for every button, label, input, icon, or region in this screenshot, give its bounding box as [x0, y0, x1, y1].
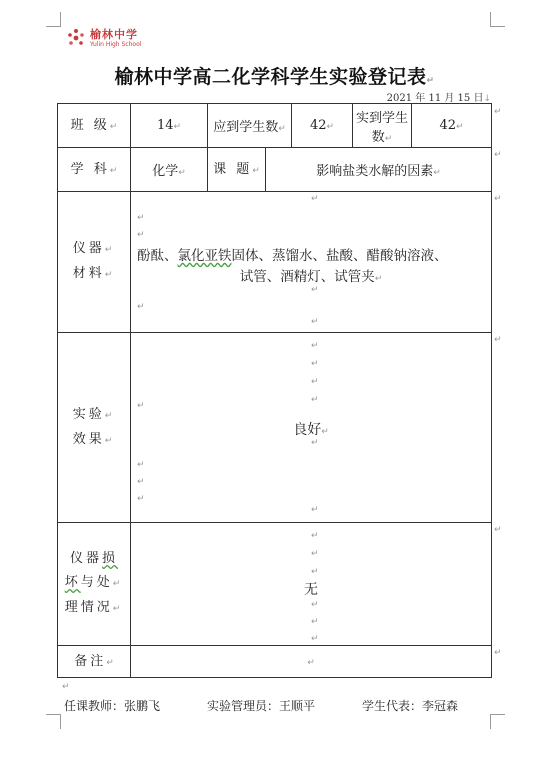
page-title: 榆林中学高二化学科学生实验登记表↵ — [114, 66, 435, 88]
experiment-register-table — [57, 103, 492, 678]
table-row-damage — [58, 523, 492, 646]
row-end-mark: ↵ — [494, 525, 502, 535]
damage-label-line-2: 坏与处↵ — [64, 575, 124, 590]
table-row-remarks — [58, 646, 492, 678]
effect-value-cell: ↵ ↵ ↵ ↵ ↵ 良好↵ ↵ ↵ ↵ ↵ ↵ — [131, 333, 492, 523]
equipment-label-line-1: 仪器↵ — [72, 241, 116, 256]
remarks-value-cell: ↵ — [131, 646, 492, 678]
row-end-mark: ↵ — [494, 335, 502, 345]
effect-label-line-2: 效果↵ — [72, 431, 116, 447]
effect-value: 良好↵ — [293, 422, 329, 438]
equipment-line-2: 试管、酒精灯、试管夹↵ — [239, 269, 383, 285]
class-value-cell: 14↵ — [131, 104, 208, 148]
row-end-mark: ↵ — [494, 648, 502, 658]
crop-mark-bottom-right — [490, 714, 505, 729]
row-end-mark: ↵ — [494, 107, 502, 117]
student-representative: 学生代表：李冠森 — [362, 699, 459, 713]
equipment-label-line-2: 材料↵ — [72, 266, 116, 281]
table-row-subject — [58, 148, 492, 192]
logo-english-name: Yulin High School — [90, 40, 142, 48]
damage-value: 无 — [304, 582, 318, 598]
class-label-cell: 班 级↵ — [58, 104, 131, 148]
table-row-effect — [58, 333, 492, 523]
expected-students-value-cell: 42↵ — [292, 104, 353, 148]
equipment-label-cell — [58, 192, 131, 333]
effect-label-cell — [58, 333, 131, 523]
crop-mark-bottom-left — [46, 714, 61, 729]
lab-manager-signature: 实验管理员：王顺平 — [207, 699, 316, 713]
row-end-mark: ↵ — [494, 194, 502, 204]
table-row-equipment — [58, 192, 492, 333]
damage-label-cell — [58, 523, 131, 646]
equipment-value-cell: ↵ ↵ ↵ 酚酞、氯化亚铁固体、蒸馏水、盐酸、醋酸钠溶液、 试管、酒精灯、试管夹↵ ↵ ↵ ↵ — [131, 192, 492, 333]
logo-chinese-name: 榆林中学 — [90, 27, 138, 41]
crop-mark-top-left — [46, 12, 61, 27]
subject-value-cell: 化学↵ — [131, 148, 208, 192]
row-end-mark: ↵ — [494, 150, 502, 160]
damage-value-cell: ↵ ↵ ↵ 无 ↵ ↵ ↵ — [131, 523, 492, 646]
equipment-line-1: 酚酞、氯化亚铁固体、蒸馏水、盐酸、醋酸钠溶液、 — [137, 248, 448, 264]
crop-mark-top-right — [490, 12, 505, 27]
school-logo — [66, 28, 141, 48]
record-date: 2021 年 11 月 15 日↓ — [386, 93, 491, 104]
signature-footer — [64, 697, 458, 714]
actual-students-value-cell: 42↵ — [412, 104, 492, 148]
paragraph-mark: ↵ — [62, 682, 70, 692]
teacher-signature: 任课教师：张鹏飞 — [64, 699, 161, 713]
effect-label-line-1: 实验↵ — [72, 406, 116, 422]
school-emblem-icon — [66, 28, 86, 48]
subject-label-cell: 学 科↵ — [58, 148, 131, 192]
expected-students-label-cell: 应到学生数↵ — [208, 104, 292, 148]
damage-label-line-1: 仪器损 — [69, 551, 119, 566]
topic-value-cell: 影响盐类水解的因素↵ — [266, 148, 492, 192]
topic-label-cell: 课 题↵ — [208, 148, 266, 192]
actual-students-label-cell: 实到学生数↵ — [353, 104, 412, 148]
remarks-label-cell: 备注↵ — [58, 646, 131, 678]
damage-label-line-3: 理情况↵ — [64, 600, 124, 615]
table-row-class — [58, 104, 492, 148]
